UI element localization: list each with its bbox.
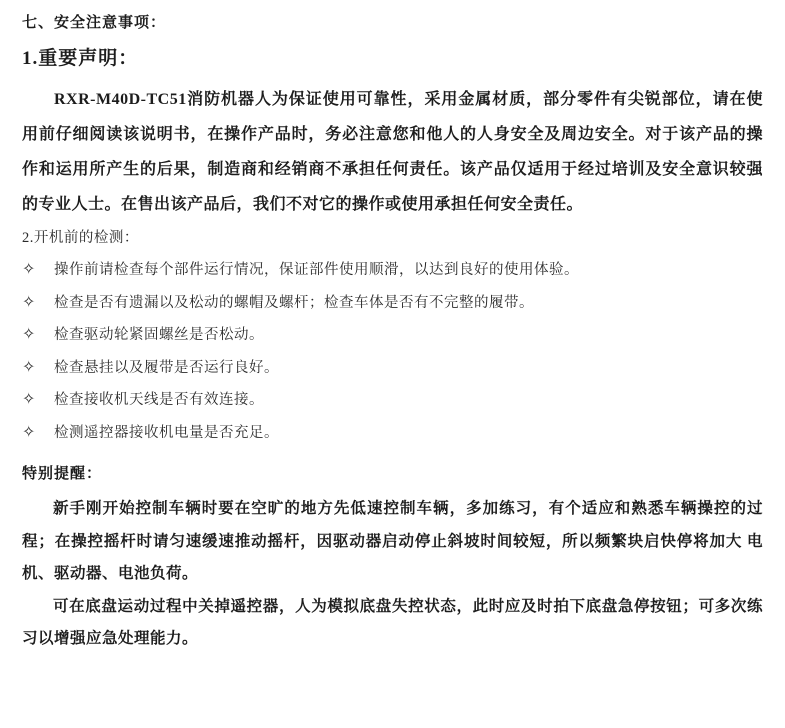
pre-start-checklist xyxy=(22,254,763,449)
diamond-bullet-icon: ✧ xyxy=(22,391,36,408)
diamond-bullet-icon: ✧ xyxy=(22,358,36,376)
list-item xyxy=(22,254,763,287)
diamond-bullet-icon: ✧ xyxy=(22,423,36,441)
diamond-bullet-icon: ✧ xyxy=(22,261,36,278)
list-item-text: 检查驱动轮紧固螺丝是否松动。 xyxy=(54,327,264,343)
important-statement-body: RXR-M40D-TC51消防机器人为保证使用可靠性，采用金属材质，部分零件有尖锐部位，请在使用前仔细阅读该说明书，在操作产品时，务必注意您和他人的人身安全及周边安全。对于该产品的操作和运用所产生的后果，制造商和经销商不承担任何责任。该产品仅适用于经过培训及安全意识较强的专业人士。在售出该产品后，我们不对它的操作或使用承担任何安全责任。 xyxy=(22,91,763,213)
diamond-bullet-icon: ✧ xyxy=(22,326,36,343)
list-item xyxy=(22,287,763,320)
list-item-text: 检查是否有遗漏以及松动的螺帽及螺杆；检查车体是否有不完整的履带。 xyxy=(54,294,534,311)
list-item xyxy=(22,319,763,352)
pre-start-check-heading: 2.开机前的检测： xyxy=(22,230,139,246)
list-item xyxy=(22,417,763,450)
list-item-text: 操作前请检查每个部件运行情况，保证部件使用顺滑，以达到良好的使用体验。 xyxy=(54,262,579,278)
diamond-bullet-icon: ✧ xyxy=(22,293,36,311)
special-reminder-heading: 特别提醒： xyxy=(22,466,103,482)
list-item-text: 检测遥控器接收机电量是否充足。 xyxy=(54,424,279,441)
special-reminder-para-1: 新手刚开始控制车辆时要在空旷的地方先低速控制车辆，多加练习，有个适应和熟悉车辆操控的过程；在操控摇杆时请匀速缓速推动摇杆，因驱动器启动停止斜坡时间较短，所以频繁块启快停将加大 电机、驱动器、电池负荷。 xyxy=(22,500,763,582)
list-item xyxy=(22,384,763,417)
list-item xyxy=(22,352,763,385)
list-item-text: 检查接收机天线是否有效连接。 xyxy=(54,392,264,408)
special-reminder-para-2: 可在底盘运动过程中关掉遥控器，人为模拟底盘失控状态，此时应及时拍下底盘急停按钮；可多次练习以增强应急处理能力。 xyxy=(22,597,763,647)
list-item-text: 检查悬挂以及履带是否运行良好。 xyxy=(54,359,279,376)
important-statement-heading: 1.重要声明： xyxy=(22,48,139,69)
section-title: 七、安全注意事项： xyxy=(22,15,167,31)
